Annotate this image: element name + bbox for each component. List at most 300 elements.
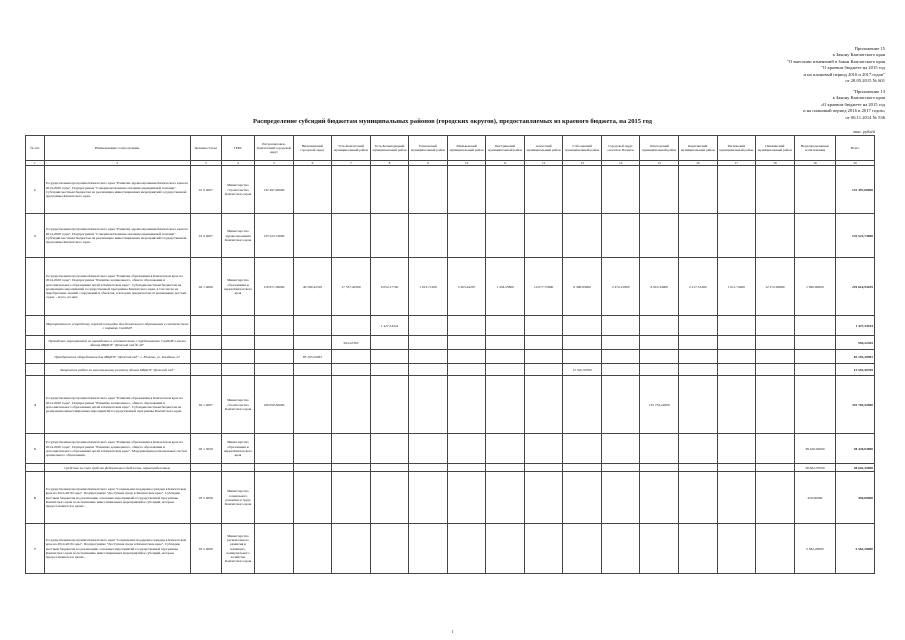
row-number [26, 464, 45, 472]
value-cell [601, 364, 640, 376]
value-cell [409, 464, 448, 472]
budget-code: 03 5 4006 [190, 472, 221, 524]
program-name: Государственная программа Камчатского края "Социальная поддержка граждан в Камчатском крае на 2014-2018 годы". Подпрограмма "Доступная среда в Камчатском крае". Субсидии местным бюджетам на реализацию основных мероприятий государственной программы Камчатского края по исполнению инвестиционных мероприятий и субсидий, которые предоставляются в целях... [44, 524, 190, 574]
value-cell: 14 077,75890 [524, 258, 563, 316]
grbs-name [221, 316, 254, 336]
value-cell [524, 364, 563, 376]
program-name: Государственная программа Камчатского края "Развитие образования в Камчатском крае на 2014-2020 годы". Подпрограмма "Развитие дошкольного, общего образования и дополнительного образования детей в Камчатском крае". Субсидии местным бюджетам на реализацию мероприятий государственной программы Камчатского края, в том числе на приобретение зданий, сооружений и объектов, в которых предполагается размещение детских садов, - всего, из них: [44, 258, 190, 316]
value-cell [640, 472, 679, 524]
value-cell: 15 592,50769 [563, 364, 602, 376]
value-cell [679, 336, 718, 350]
value-cell [717, 316, 756, 336]
value-cell [332, 214, 371, 258]
value-cell [524, 472, 563, 524]
value-cell [794, 166, 836, 214]
column-number: 1 [26, 161, 45, 166]
column-header: Нераспределенные ассигнования [794, 136, 836, 161]
budget-code [190, 464, 221, 472]
column-number: 7 [332, 161, 371, 166]
table-header-row [26, 136, 875, 161]
value-cell [293, 434, 332, 464]
value-cell [486, 336, 525, 350]
column-header: ГРБС [221, 136, 254, 161]
value-cell [640, 316, 679, 336]
value-cell [563, 166, 602, 214]
program-name: Приобретение оборудования для МБДОУ "Детский сад", г. Елизово, ул. Звездная, 27 [44, 350, 190, 364]
value-cell [293, 524, 332, 574]
value-cell [486, 214, 525, 258]
appendix-line: "Приложение 13 [852, 89, 885, 94]
column-number: 12 [524, 161, 563, 166]
appendix-line: к Закону Камчатского края [832, 95, 885, 101]
program-name: Государственная программа Камчатского края "Развитие здравоохранения Камчатского края на 2014-2020 годы". Подпрограмма "Совершенствование оказания медицинской помощи". Субсидии местным бюджетам на реализацию инвестиционных мероприятий государственной программы Камчатского края. [44, 166, 190, 214]
value-cell [255, 464, 294, 472]
value-cell [332, 350, 371, 364]
value-cell [717, 464, 756, 472]
row-number [26, 316, 45, 336]
column-number: 16 [679, 161, 718, 166]
budget-code: 02 1 4007 [190, 376, 221, 434]
value-cell [524, 376, 563, 434]
table-row [26, 316, 875, 336]
grbs-name: Министерство регионального развития и жилищно-коммунального хозяйства Камчатского края [221, 524, 254, 574]
value-cell [640, 350, 679, 364]
value-cell [717, 472, 756, 524]
value-cell [409, 472, 448, 524]
value-cell [370, 472, 409, 524]
value-cell [370, 166, 409, 214]
value-cell [447, 364, 486, 376]
value-cell [524, 166, 563, 214]
value-cell: 132 497,00000 [255, 166, 294, 214]
budget-code [190, 316, 221, 336]
appendix-line: "О краевом бюджете на 2015 год [821, 65, 885, 71]
total-cell: 5 562,20000 [836, 524, 875, 574]
grbs-name: Министерство здравоохранения Камчатского края [221, 214, 254, 258]
value-cell [756, 376, 795, 434]
appendix-note-1 [787, 46, 885, 84]
units-label: тыс. рублей [853, 129, 875, 134]
value-cell [409, 524, 448, 574]
column-number: 17 [717, 161, 756, 166]
value-cell [717, 214, 756, 258]
appendix-line: «О краевом бюджете на 2015 год [820, 101, 885, 107]
value-cell [601, 336, 640, 350]
appendix-line: к Закону Камчатского края [832, 52, 885, 58]
value-cell [255, 316, 294, 336]
table-row [26, 434, 875, 464]
value-cell [409, 376, 448, 434]
value-cell: 118 971,58000 [255, 258, 294, 316]
value-cell [563, 336, 602, 350]
value-cell [601, 434, 640, 464]
value-cell [486, 464, 525, 472]
value-cell: 17 537,42560 [332, 258, 371, 316]
column-header: Усть-Большерецкий муниципальный район [370, 136, 409, 161]
total-cell: 994,22365 [836, 336, 875, 350]
value-cell [409, 434, 448, 464]
value-cell [679, 364, 718, 376]
value-cell: 8 910,34900 [640, 258, 679, 316]
value-cell [717, 166, 756, 214]
table-row [26, 258, 875, 316]
value-cell [640, 524, 679, 574]
value-cell [756, 214, 795, 258]
value-cell [679, 316, 718, 336]
value-cell [293, 316, 332, 336]
total-cell: 132 497,00000 [836, 166, 875, 214]
value-cell [563, 464, 602, 472]
value-cell [756, 166, 795, 214]
value-cell: 450,00000 [794, 472, 836, 524]
value-cell [447, 524, 486, 574]
value-cell [563, 472, 602, 524]
column-header: Мильковский муниципальный район [447, 136, 486, 161]
grbs-name: Министерство социального развития и труда Камчатского края [221, 472, 254, 524]
table-row [26, 472, 875, 524]
value-cell [640, 464, 679, 472]
value-cell [486, 472, 525, 524]
value-cell [756, 434, 795, 464]
value-cell [409, 336, 448, 350]
value-cell [332, 376, 371, 434]
grbs-name [221, 350, 254, 364]
total-cell: 38 420,04000 [836, 434, 875, 464]
value-cell [756, 316, 795, 336]
value-cell [255, 364, 294, 376]
value-cell [524, 336, 563, 350]
value-cell: 190 050,30000 [255, 376, 294, 434]
value-cell: 5 562,20000 [794, 524, 836, 574]
total-cell: 1 427,34344 [836, 316, 875, 336]
value-cell [293, 166, 332, 214]
value-cell: 8 390,85000 [563, 258, 602, 316]
column-header: Соболевский муниципальный район [563, 136, 602, 161]
value-cell: 5 205,44297 [447, 258, 486, 316]
table-row [26, 166, 875, 214]
value-cell [717, 336, 756, 350]
table-row [26, 464, 875, 472]
value-cell [486, 434, 525, 464]
value-cell [563, 316, 602, 336]
value-cell [563, 214, 602, 258]
column-number: 14 [601, 161, 640, 166]
value-cell [794, 364, 836, 376]
value-cell [679, 464, 718, 472]
value-cell [756, 350, 795, 364]
column-header: № п/п [26, 136, 45, 161]
value-cell [679, 214, 718, 258]
row-number [26, 336, 45, 350]
value-cell [293, 214, 332, 258]
value-cell [370, 364, 409, 376]
column-header: Городской округ «посёлок Палана» [601, 136, 640, 161]
row-number [26, 364, 45, 376]
value-cell [447, 166, 486, 214]
value-cell [332, 524, 371, 574]
grbs-name [221, 336, 254, 350]
value-cell [601, 472, 640, 524]
value-cell: 2 472,21800 [601, 258, 640, 316]
value-cell: 2 217,31400 [679, 258, 718, 316]
value-cell [640, 434, 679, 464]
value-cell [332, 434, 371, 464]
table-row [26, 350, 875, 364]
row-number: 1 [26, 166, 45, 214]
value-cell [524, 434, 563, 464]
appendix-note-2 [803, 89, 885, 121]
program-name: Мероприятия по устройству игровой площадки для дошкольного образования в соответствии с нормами СанПиН [44, 316, 190, 336]
value-cell [409, 166, 448, 214]
column-number: 9 [409, 161, 448, 166]
column-number: 6 [293, 161, 332, 166]
value-cell [717, 364, 756, 376]
value-cell [332, 464, 371, 472]
column-number: 5 [255, 161, 294, 166]
column-header: Олюторский муниципальный район [640, 136, 679, 161]
value-cell [486, 376, 525, 434]
table-row [26, 364, 875, 376]
value-cell [601, 464, 640, 472]
table-body [26, 166, 875, 574]
total-cell: 15 592,50769 [836, 364, 875, 376]
value-cell [486, 524, 525, 574]
program-name: Завершение работ по капитальному ремонту здания МБДОУ "Детский сад" [44, 364, 190, 376]
value-cell [601, 376, 640, 434]
value-cell: 1 427,34344 [370, 316, 409, 336]
column-number: 4 [221, 161, 254, 166]
value-cell [601, 166, 640, 214]
value-cell [679, 350, 718, 364]
value-cell [524, 214, 563, 258]
value-cell [756, 464, 795, 472]
total-cell: 325 782,52000 [836, 376, 875, 434]
program-name: Государственная программа Камчатского края "Развитие образования в Камчатском крае на 2014-2020 годы". Подпрограмма "Развитие дошкольного, общего образования и дополнительного образования детей в Камчатском крае". Модернизация региональных систем дошкольного образования. [44, 434, 190, 464]
value-cell [601, 214, 640, 258]
column-header: Быстринский муниципальный район [486, 136, 525, 161]
value-cell [756, 472, 795, 524]
row-number: 4 [26, 376, 45, 434]
column-number: 13 [563, 161, 602, 166]
budget-code [190, 364, 221, 376]
program-name: Государственная программа Камчатского края "Социальная поддержка граждан в Камчатском крае на 2014-2018 годы". Подпрограмма "Доступная среда в Камчатском крае". Субсидии местным бюджетам на реализацию основных мероприятий государственной программы Камчатского края по исполнению инвестиционных мероприятий и субсидий, которые предоставляются в целях... [44, 472, 190, 524]
value-cell [640, 214, 679, 258]
value-cell [332, 316, 371, 336]
column-header: Петропавловск-Камчатский городской округ [255, 136, 294, 161]
value-cell [293, 376, 332, 434]
program-name: Проведение мероприятий по проведению в соответствие с требованиями СанПиН в части здания МБДОУ "Детский сад № 40" [44, 336, 190, 350]
value-cell [794, 376, 836, 434]
value-cell [717, 350, 756, 364]
column-header: Елизовский муниципальный район [409, 136, 448, 161]
value-cell [370, 376, 409, 434]
value-cell [332, 472, 371, 524]
value-cell [255, 524, 294, 574]
value-cell: 12 272,63680 [756, 258, 795, 316]
value-cell [524, 316, 563, 336]
total-cell: 38 662,35000 [836, 464, 875, 472]
column-number: 20 [836, 161, 875, 166]
value-cell [679, 376, 718, 434]
value-cell [293, 336, 332, 350]
value-cell [255, 434, 294, 464]
value-cell [293, 464, 332, 472]
budget-code: 01 9 4007 [190, 166, 221, 214]
value-cell [370, 214, 409, 258]
program-name: Государственная программа Камчатского края "Развитие образования в Камчатском крае на 2014-2020 годы". Подпрограмма "Развитие дошкольного, общего образования и дополнительного образования детей в Камчатском крае". Субсидии местным бюджетам на реализацию инвестиционных мероприятий государственной программы Камчатского края. [44, 376, 190, 434]
value-cell [640, 364, 679, 376]
row-number [26, 350, 45, 364]
value-cell [293, 472, 332, 524]
budget-code [190, 336, 221, 350]
row-number: 2 [26, 214, 45, 258]
column-number: 11 [486, 161, 525, 166]
column-number: 18 [756, 161, 795, 166]
value-cell [370, 464, 409, 472]
column-header: Целевая статья [190, 136, 221, 161]
value-cell [717, 434, 756, 464]
row-number: 6 [26, 472, 45, 524]
budget-code: 02 1 4006 [190, 258, 221, 316]
value-cell [370, 350, 409, 364]
total-cell: 135 522,74000 [836, 214, 875, 258]
value-cell [332, 364, 371, 376]
value-cell [717, 524, 756, 574]
column-number: 8 [370, 161, 409, 166]
appendix-line: и на плановый период 2016 и 2017 годов» [803, 108, 885, 114]
column-header: Карагинский муниципальный район [679, 136, 718, 161]
value-cell: 1 434,25800 [486, 258, 525, 316]
column-number: 10 [447, 161, 486, 166]
value-cell [601, 524, 640, 574]
value-cell [679, 472, 718, 524]
total-cell: 229 616,94185 [836, 258, 875, 316]
value-cell [563, 350, 602, 364]
value-cell [409, 350, 448, 364]
value-cell [601, 350, 640, 364]
value-cell: 40 589,42310 [293, 258, 332, 316]
value-cell [486, 316, 525, 336]
value-cell [293, 364, 332, 376]
value-cell [370, 434, 409, 464]
column-header: Усть-Камчатский муниципальный район [332, 136, 371, 161]
value-cell: 135 522,74000 [255, 214, 294, 258]
appendix-line: "О внесении изменений в Закон Камчатского края [787, 58, 885, 64]
value-cell [563, 524, 602, 574]
value-cell [679, 434, 718, 464]
total-cell: 83 103,20981 [836, 350, 875, 364]
subsidy-table [25, 135, 875, 574]
grbs-name: Министерство образования и науки Камчатского края [221, 434, 254, 464]
program-name: Государственная программа Камчатского края "Развитие здравоохранения Камчатского края на 2014-2020 годы". Подпрограмма "Совершенствование оказания медицинской помощи". Субсидии местным бюджетам на реализацию инвестиционных мероприятий государственной программы Камчатского края. [44, 214, 190, 258]
total-cell: 450,00000 [836, 472, 875, 524]
value-cell [486, 350, 525, 364]
table-row [26, 376, 875, 434]
value-cell [370, 336, 409, 350]
appendix-line: от 28.05.2015 № 601 [845, 78, 885, 84]
value-cell [447, 316, 486, 336]
value-cell: 994,22365 [332, 336, 371, 350]
value-cell [601, 316, 640, 336]
table-row [26, 524, 875, 574]
column-header: Алеутский муниципальный район [524, 136, 563, 161]
value-cell [756, 336, 795, 350]
grbs-name: Министерство образования и науки Камчатского края [221, 258, 254, 316]
value-cell [524, 464, 563, 472]
page-number: 1 [451, 629, 454, 634]
value-cell: 9 052,17740 [370, 258, 409, 316]
value-cell [447, 434, 486, 464]
table-row [26, 336, 875, 350]
value-cell [756, 364, 795, 376]
column-header: Всего [836, 136, 875, 161]
value-cell [640, 336, 679, 350]
column-number: 2 [44, 161, 190, 166]
value-cell: 1 613,71200 [409, 258, 448, 316]
column-number: 15 [640, 161, 679, 166]
column-header: Тигильский муниципальный район [717, 136, 756, 161]
value-cell [717, 376, 756, 434]
column-number: 3 [190, 161, 221, 166]
program-name: Средства за счет средств федерального бюджета, нераспределенные [44, 464, 190, 472]
value-cell [679, 524, 718, 574]
document-title: Распределение субсидий бюджетам муниципальных районов (городских округов), предоставляемых из краевого бюджета, на 2015 год [252, 118, 653, 125]
value-cell: 135 732,22000 [640, 376, 679, 434]
appendix-line: и на плановый период 2016 и 2017 годов" [803, 71, 885, 77]
column-header: Пенжинский муниципальный район [756, 136, 795, 161]
value-cell [794, 336, 836, 350]
grbs-name [221, 464, 254, 472]
value-cell [447, 350, 486, 364]
budget-code: 02 1 5059 [190, 434, 221, 464]
value-cell [524, 350, 563, 364]
budget-code: 01 9 4007 [190, 214, 221, 258]
value-cell [255, 336, 294, 350]
row-number: 5 [26, 434, 45, 464]
value-cell [679, 166, 718, 214]
table-row [26, 214, 875, 258]
value-cell [794, 214, 836, 258]
value-cell [409, 364, 448, 376]
grbs-name [221, 364, 254, 376]
value-cell [255, 350, 294, 364]
appendix-line: Приложение 15 [854, 46, 885, 51]
value-cell [563, 434, 602, 464]
value-cell [447, 336, 486, 350]
value-cell [370, 524, 409, 574]
value-cell [486, 364, 525, 376]
value-cell [447, 464, 486, 472]
row-number: 7 [26, 524, 45, 574]
value-cell [447, 376, 486, 434]
column-number: 19 [794, 161, 836, 166]
budget-code: 03 5 4006 [190, 524, 221, 574]
column-header: Наименование госпрограммы [44, 136, 190, 161]
value-cell [332, 166, 371, 214]
value-cell [794, 350, 836, 364]
value-cell [563, 376, 602, 434]
value-cell [447, 214, 486, 258]
value-cell: 1 611,74200 [717, 258, 756, 316]
value-cell: 38 420,04000 [794, 434, 836, 464]
value-cell: 1 090,00000 [794, 258, 836, 316]
value-cell [524, 524, 563, 574]
grbs-name: Министерство строительства Камчатского края [221, 166, 254, 214]
value-cell: 38 662,35000 [794, 464, 836, 472]
value-cell: 83 103,20981 [293, 350, 332, 364]
value-cell [409, 214, 448, 258]
appendix-line: от 06.11.2014 № 536 [845, 114, 885, 120]
